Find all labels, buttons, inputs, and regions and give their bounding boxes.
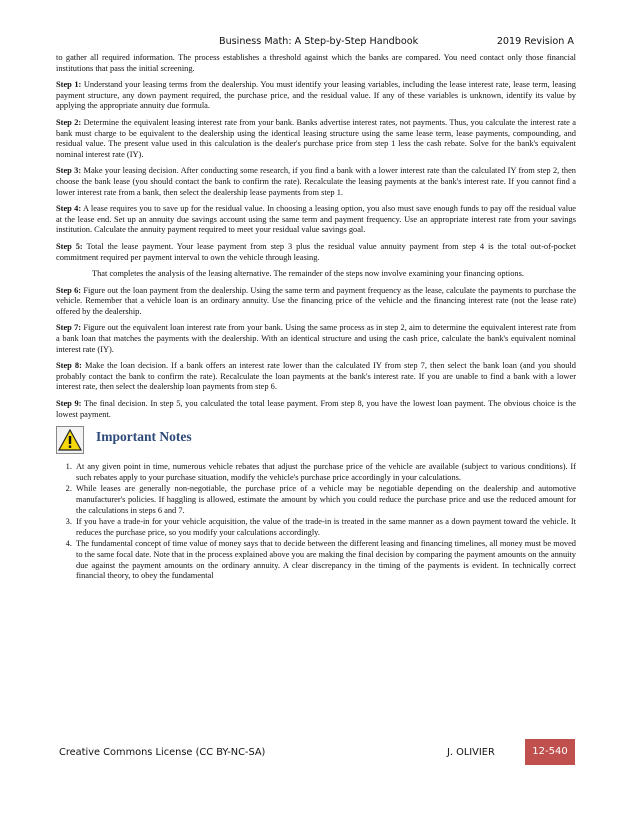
notes-title: Important Notes [96, 429, 192, 445]
footer [0, 739, 630, 765]
step-text: Determine the equivalent leasing interest rate from your bank. Banks advertise interest rates, not payments. Thus, you calculate the interest rate a bank must charge to be equivalent to the dealership using the identical leasing structure using the same lease term, lease payments, compounding, and residual value. The present value used in this calculation is the dealer's purchase price from step 1 less the cash rebate. Solve for the bank's equivalent nominal interest rate (IY). [56, 117, 576, 159]
header-title: Business Math: A Step-by-Step Handbook [219, 36, 419, 47]
step-label: Step 3: [56, 166, 82, 176]
step-label: Step 4: [56, 204, 82, 214]
transition-paragraph: That completes the analysis of the leasing alternative. The remainder of the steps now involve examining your financing options. [92, 269, 524, 279]
step-text: Figure out the loan payment from the dealership. Using the same term and payment frequency as the lease, calculate the payments to purchase the vehicle. Remember that a vehicle loan is an ordinary annuity. Use the financing price of the vehicle and the financing interest rate (not the lease rate) offered by the dealership. [56, 285, 576, 316]
step-7 [56, 323, 576, 355]
step-5 [56, 242, 576, 263]
step-label: Step 7: [56, 323, 82, 333]
step-1 [56, 80, 576, 112]
step-label: Step 8: [56, 361, 82, 371]
step-label: Step 6: [56, 285, 82, 295]
warning-icon [56, 426, 84, 454]
note-item: 1. At any given point in time, numerous vehicle rebates that adjust the purchase price of the vehicle are available (subject to various conditions). If such rebates apply to your purchase situation, modify the vehicle's purchase price accordingly in your calculations. [74, 462, 576, 483]
step-4 [56, 204, 576, 236]
body-text [56, 53, 576, 583]
header-revision: 2019 Revision A [496, 36, 574, 47]
note-item: 3. If you have a trade-in for your vehicle acquisition, the value of the trade-in is treated in the same manner as a down payment toward the vehicle. It reduces the purchase price, so you modify your calculations accordingly. [74, 517, 576, 538]
note-item: 4. The fundamental concept of time value of money says that to decide between the different leasing and financing timelines, all money must be moved to the same focal date. Note that in the process explained above you are making the final decision by comparing the payment amounts on the annuity due against the payment amounts on the ordinary annuity. A clear discrepancy in the timing of the payments is evident. In technically correct financial theory, to obey the fundamental [74, 539, 576, 581]
step-text: Figure out the equivalent loan interest rate from your bank. Using the same process as in step 2, aim to determine the equivalent interest rate from a bank loan that matches the payments with the dealership. With an identical structure and using the cash price, calculate the bank's equivalent nominal interest rate (IY). [56, 323, 576, 354]
step-label: Step 2: [56, 117, 82, 127]
step-2 [56, 118, 576, 160]
note-item: 2. While leases are generally non-negotiable, the purchase price of a vehicle may be negotiable depending on the dealership and automotive manufacturer's policies. If haggling is allowed, estimate the amount by which you could reduce the purchase price and use the reduced amount for the calculations in steps 6 and 7. [74, 484, 576, 516]
notes-list [56, 462, 576, 582]
step-8 [56, 361, 576, 393]
footer-author: J. OLIVIER [447, 747, 495, 758]
step-9 [56, 399, 576, 420]
intro-paragraph: to gather all required information. The process establishes a threshold against which the banks are compared. You need contact only those financial institutions that pass the initial screening. [56, 53, 576, 73]
step-text: Make the loan decision. If a bank offers an interest rate lower than the calculated IY from step 7, then select the bank loan (and you should probably contact the bank to confirm the rate). Recalculate the loan payments at the bank's interest rate. If you are unable to find a bank with a lower interest rate, then select the dealership loan payments from step 6. [56, 361, 576, 392]
running-header [0, 36, 630, 50]
step-text: Make your leasing decision. After conducting some research, if you find a bank with a lower interest rate than the calculated IY from step 2, then choose the bank lease (you should contact the bank to confirm the rate). Recalculate the leasing payments at the bank's interest rate. If you cannot find a lower interest rate from a bank, then select the dealership lease payments from step 1. [56, 166, 576, 197]
step-text: Understand your leasing terms from the dealership. You must identify your leasing variables, including the lease interest rate, lease term, leasing payment structure, any down payment required, the purchase price, and the residual value. If any of these variables is unknown, identify its value by applying the appropriate annuity due formula. [56, 80, 576, 111]
notes-heading [56, 426, 576, 454]
step-text: Total the lease payment. Your lease payment from step 3 plus the residual value annuity payment from step 4 is the total out-of-pocket commitment required per payment interval to own the vehicle through leasing. [56, 241, 576, 262]
step-label: Step 5: [56, 241, 83, 251]
step-label: Step 9: [56, 399, 82, 409]
step-3 [56, 166, 576, 198]
footer-license: Creative Commons License (CC BY-NC-SA) [59, 747, 266, 758]
page-number-badge: 12-540 [525, 739, 575, 765]
step-label: Step 1: [56, 80, 82, 90]
step-text: A lease requires you to save up for the residual value. In choosing a leasing option, you also must save enough funds to pay off the residual value at the lease end. Set up an annuity due savings account using the same term and payment frequency. Use an appropriate interest rate from your savings institution. Calculate the annuity payment required to meet your residual value savings goal. [56, 204, 576, 235]
step-6 [56, 286, 576, 318]
step-text: The final decision. In step 5, you calculated the total lease payment. From step 8, you have the lowest loan payment. The obvious choice is the lowest payment. [56, 399, 576, 419]
